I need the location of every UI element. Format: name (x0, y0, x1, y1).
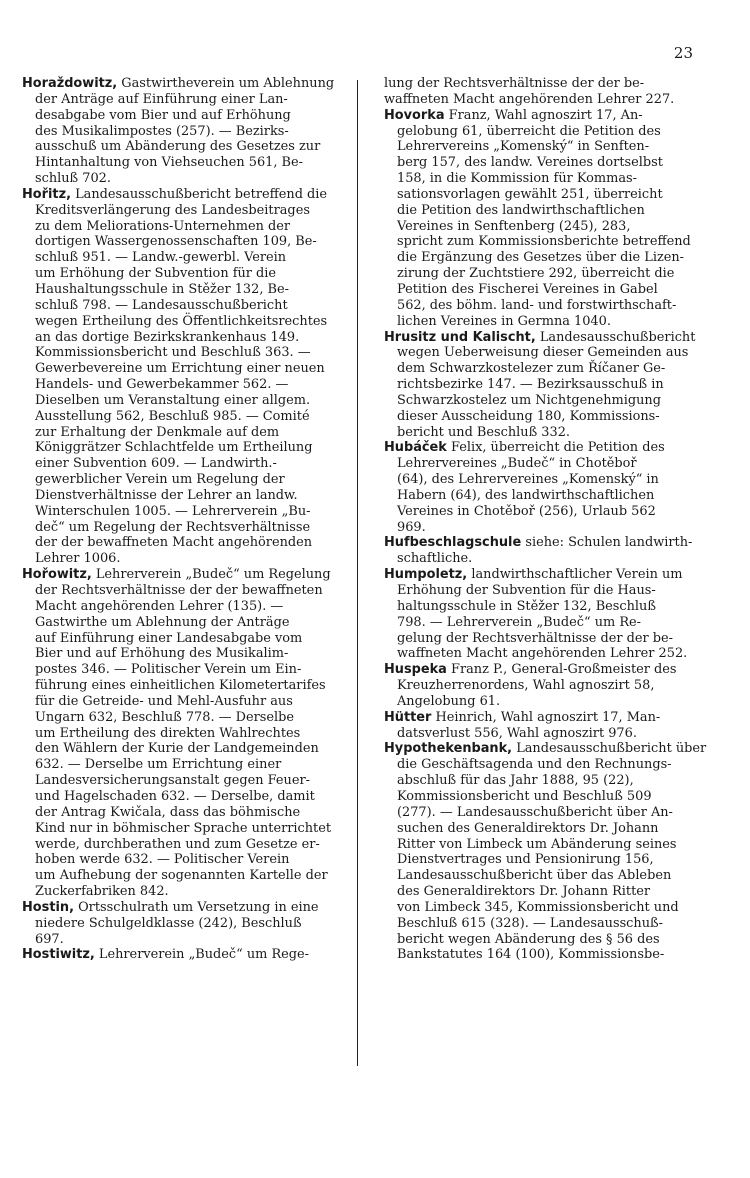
index-entry-line (22, 646, 352, 662)
index-entry-text: Vereines in Chotěboř (256), Urlaub 562 (397, 503, 656, 519)
index-entry-line (384, 916, 714, 932)
index-entry-text: um Erhöhung der Subvention für die (35, 266, 277, 282)
index-entry-text: die Ergänzung des Gesetzes über die Lizen- (397, 250, 685, 266)
index-entry-line (384, 393, 714, 409)
index-entry-line (384, 234, 714, 250)
index-entry-line (22, 583, 352, 599)
index-term: Hostin, (22, 899, 74, 915)
index-entry-line (22, 535, 352, 551)
index-entry-text: landwirthschaftlicher Verein um (471, 567, 683, 583)
index-entry-line (384, 440, 714, 456)
index-term: Hořitz, (22, 186, 71, 202)
index-term: Hovorka (384, 107, 445, 123)
index-entry-line (22, 377, 352, 393)
index-entry-text: suchen des Generaldirektors Dr. Johann (397, 820, 659, 836)
index-entry-text: postes 346. — Politischer Verein um Ein- (35, 662, 302, 678)
index-entry-line (22, 298, 352, 314)
index-entry-text: der Rechtsverhältnisse der der bewaffneten (35, 583, 323, 598)
index-entry-text: Vereines in Senftenberg (245), 283, (397, 218, 631, 234)
index-entry-line (22, 757, 352, 773)
index-entry-text: richtsbezirke 147. — Bezirksausschuß in (397, 377, 664, 393)
index-entry-line (22, 282, 352, 298)
index-entry-line (22, 773, 352, 789)
index-entry-text: Handels- und Gewerbekammer 562. — (35, 377, 289, 393)
index-entry-text: um Ertheilung des direkten Wahlrechtes (35, 725, 301, 741)
index-entry-line (384, 741, 714, 757)
index-entry-line (22, 139, 352, 155)
index-entry-line (384, 947, 714, 963)
index-term: Humpoletz, (384, 567, 468, 583)
index-entry-text: Bankstatutes 164 (100), Kommissionsbe- (397, 947, 665, 963)
index-entry-line (384, 314, 714, 330)
index-entry-text: werde, durchberathen und zum Gesetze er- (35, 836, 320, 852)
index-entry-line (384, 266, 714, 282)
index-entry-text: siehe: Schulen landwirth- (525, 535, 693, 551)
index-entry-line (384, 868, 714, 884)
index-entry-line (384, 456, 714, 472)
index-entry-line (384, 773, 714, 789)
index-entry-line (22, 108, 352, 124)
index-entry-text: Kind nur in böhmischer Sprache unterrichtet (35, 820, 332, 836)
index-entry-line (22, 631, 352, 647)
index-entry-line (22, 852, 352, 868)
index-entry-text: der Antrag Kwičala, dass das böhmische (35, 804, 301, 820)
index-entry-text: Macht angehörenden Lehrer (135). — (35, 598, 284, 614)
index-entry-line (22, 456, 352, 472)
index-entry-line (384, 282, 714, 298)
index-entry-text: die Petition des landwirthschaftlichen (397, 202, 645, 218)
index-entry (384, 535, 714, 567)
index-entry-text: lichen Vereines in Germna 1040. (397, 313, 611, 329)
page-number: 23 (673, 44, 693, 62)
index-entry-line (384, 155, 714, 171)
index-entry-text: Landesausschußbericht (539, 329, 696, 345)
index-entry-text: an das dortige Bezirkskrankenhaus 149. (35, 329, 300, 345)
index-entry-line (384, 710, 714, 726)
index-entry-line (384, 551, 714, 567)
index-entry-text: gewerblicher Verein um Regelung der (35, 472, 285, 488)
index-entry-text: Kommissionsbericht und Beschluß 509 (397, 788, 652, 804)
index-entry-text: Zuckerfabriken 842. (35, 884, 169, 900)
index-column-left (22, 76, 352, 963)
index-entry-line (22, 837, 352, 853)
index-entry-text: Dieselben um Veranstaltung einer allgem. (35, 392, 311, 408)
index-entry-line (384, 726, 714, 742)
index-entry (384, 76, 714, 108)
index-entry-text: Franz, Wahl agnoszirt 17, An- (448, 107, 643, 123)
index-entry-line (22, 551, 352, 567)
index-entry-line (384, 92, 714, 108)
index-entry-text: bericht und Beschluß 332. (397, 424, 570, 440)
index-entry (384, 330, 714, 441)
index-entry-text: Lehrervereines „Budeč“ in Chotěboř (397, 456, 637, 472)
index-entry-text: auf Einführung einer Landesabgabe vom (35, 630, 303, 646)
index-entry-line (22, 916, 352, 932)
index-entry-text: zur Erhaltung der Denkmale auf dem (35, 424, 280, 440)
index-entry-text: Felix, überreicht die Petition des (450, 440, 665, 456)
index-entry-line (22, 92, 352, 108)
index-entry-line (384, 757, 714, 773)
index-entry-line (384, 837, 714, 853)
index-entry-text: niedere Schulgeldklasse (242), Beschluß (35, 915, 302, 931)
index-entry-line (384, 361, 714, 377)
index-entry-line (22, 520, 352, 536)
index-entry-line (22, 900, 352, 916)
index-entry-line (384, 139, 714, 155)
index-entry-text: zu dem Meliorations-Unternehmen der (35, 218, 291, 234)
index-entry-text: Angelobung 61. (397, 693, 501, 709)
index-entry-text: waffneten Macht angehörenden Lehrer 227. (384, 91, 675, 107)
index-entry-text: Gewerbevereine um Errichtung einer neuen (35, 361, 325, 377)
index-entry-text: dieser Ausscheidung 180, Kommissions- (397, 408, 660, 424)
index-entry-text: Kommissionsbericht und Beschluß 363. — (35, 345, 311, 361)
index-entry-text: (64), des Lehrervereines „Komenský“ in (397, 472, 659, 488)
index-entry-text: einer Subvention 609. — Landwirth.- (35, 456, 277, 472)
index-entry (384, 440, 714, 535)
index-term: Hrusitz und Kalischt, (384, 329, 536, 345)
index-entry-text: Schwarzkostelez um Nichtgenehmigung (397, 392, 661, 408)
index-entry-text: des Musikalimpostes (257). — Bezirks- (35, 123, 289, 139)
index-entry-text: um Aufhebung der sogenannten Kartelle der (35, 868, 328, 884)
index-entry-line (384, 171, 714, 187)
index-entry-line (22, 425, 352, 441)
index-entry-text: Petition des Fischerei Vereines in Gabel (397, 281, 658, 297)
index-entry-line (384, 330, 714, 346)
index-entry (384, 710, 714, 742)
index-entry-line (22, 440, 352, 456)
index-entry-line (22, 599, 352, 615)
index-entry (384, 108, 714, 330)
index-entry-line (384, 535, 714, 551)
index-column-right (384, 76, 714, 963)
index-entry-line (384, 298, 714, 314)
index-entry-text: schaftliche. (397, 551, 473, 567)
index-entry (22, 76, 352, 187)
index-entry-line (384, 900, 714, 916)
index-entry-text: von Limbeck 345, Kommissionsbericht und (397, 899, 679, 915)
index-entry-line (22, 409, 352, 425)
index-entry-text: wegen Ertheilung des Öffentlichkeitsrechtes (35, 313, 328, 329)
index-entry-text: wegen Ueberweisung dieser Gemeinden aus (397, 345, 689, 361)
index-entry-text: des Generaldirektors Dr. Johann Ritter (397, 884, 651, 900)
index-entry-text: haltungsschule in Stěžer 132, Beschluß (397, 598, 656, 614)
index-entry-line (384, 805, 714, 821)
index-entry-text: den Wählern der Kurie der Landgemeinden (35, 741, 319, 757)
index-entry-text: Beschluß 615 (328). — Landesausschuß- (397, 915, 663, 931)
index-entry-text: dortigen Wassergenossenschaften 109, Be- (35, 234, 317, 250)
index-entry-text: Dienstvertrages und Pensionirung 156, (397, 852, 654, 868)
index-entry-line (384, 932, 714, 948)
index-entry-line (22, 76, 352, 92)
index-entry-text: Erhöhung der Subvention für die Haus- (397, 583, 656, 598)
index-entry-text: Gastwirthe um Ablehnung der Anträge (35, 614, 290, 630)
index-entry-text: Kreuzherrenordens, Wahl agnoszirt 58, (397, 678, 655, 694)
index-entry (22, 947, 352, 963)
index-entry-text: 697. (35, 931, 64, 947)
index-entry-line (384, 472, 714, 488)
index-entry-line (22, 868, 352, 884)
index-term: Hubáček (384, 440, 447, 456)
index-entry-text: Franz P., General-Großmeister des (451, 662, 677, 678)
index-entry-text: führung eines einheitlichen Kilometertarifes (35, 678, 326, 694)
index-entry-text: deč“ um Regelung der Rechtsverhältnisse (35, 519, 311, 535)
index-entry-line (384, 694, 714, 710)
index-entry-line (22, 678, 352, 694)
index-entry-line (384, 504, 714, 520)
index-entry (384, 741, 714, 963)
index-entry-line (22, 155, 352, 171)
index-entry-text: datsverlust 556, Wahl agnoszirt 976. (397, 725, 637, 741)
index-entry-text: Heinrich, Wahl agnoszirt 17, Man- (435, 709, 661, 725)
index-entry-line (22, 741, 352, 757)
index-entry-text: Landesausschußbericht über das Ableben (397, 868, 672, 884)
index-entry-line (384, 488, 714, 504)
index-entry-text: Ausstellung 562, Beschluß 985. — Comité (35, 408, 310, 424)
index-entry-text: ausschuß um Abänderung des Gesetzes zur (35, 139, 321, 155)
index-entry-line (22, 266, 352, 282)
index-entry-line (384, 409, 714, 425)
index-entry-text: Bier und auf Erhöhung des Musikalim- (35, 646, 289, 662)
index-entry-text: 562, des böhm. land- und forstwirthschaft- (397, 297, 677, 313)
index-entry-line (384, 345, 714, 361)
index-entry-line (384, 852, 714, 868)
index-entry-line (22, 884, 352, 900)
index-entry-text: Lehrervereins „Komenský“ in Senften- (397, 139, 650, 155)
index-term: Hypothekenbank, (384, 741, 513, 757)
index-entry-text: sationsvorlagen gewählt 251, überreicht (397, 186, 663, 202)
index-entry-text: Landesausschußbericht betreffend die (75, 186, 328, 202)
index-entry-text: für die Getreide- und Mehl-Ausfuhr aus (35, 693, 293, 709)
index-entry-text: Königgrätzer Schlachtfelde um Ertheilung (35, 440, 313, 456)
index-entry-line (22, 821, 352, 837)
index-entry-line (384, 821, 714, 837)
index-entry-text: 969. (397, 519, 426, 535)
index-entry-line (22, 250, 352, 266)
index-entry-text: Landesversicherungsanstalt gegen Feuer- (35, 773, 310, 789)
index-entry-line (22, 314, 352, 330)
index-entry-line (22, 726, 352, 742)
index-entry-line (22, 947, 352, 963)
index-entry-line (384, 203, 714, 219)
index-entry-line (384, 678, 714, 694)
index-entry-line (384, 631, 714, 647)
index-entry-text: hoben werde 632. — Politischer Verein (35, 852, 290, 868)
index-entry-text: und Hagelschaden 632. — Derselbe, damit (35, 788, 315, 804)
index-entry-line (22, 124, 352, 140)
index-entry (22, 187, 352, 567)
index-entry-text: bericht wegen Abänderung des § 56 des (397, 931, 660, 947)
index-entry-text: zirung der Zuchtstiere 292, überreicht die (397, 266, 675, 282)
index-entry-text: Landesausschußbericht über (516, 741, 707, 757)
index-entry-line (22, 171, 352, 187)
index-entry-text: der der bewaffneten Macht angehörenden (35, 535, 313, 551)
index-term: Hostiwitz, (22, 947, 95, 963)
index-entry-line (22, 662, 352, 678)
index-entry-text: berg 157, des landw. Vereines dortselbst (397, 155, 663, 171)
index-entry-line (384, 599, 714, 615)
index-entry-line (384, 377, 714, 393)
index-entry-text: Kreditsverlängerung des Landesbeitrages (35, 202, 310, 218)
index-entry-line (384, 662, 714, 678)
index-entry-line (384, 124, 714, 140)
index-entry-line (384, 76, 714, 92)
index-entry-text: Ungarn 632, Beschluß 778. — Derselbe (35, 709, 294, 725)
index-entry-line (22, 932, 352, 948)
index-entry-text: desabgabe vom Bier und auf Erhöhung (35, 107, 291, 123)
index-entry-text: waffneten Macht angehörenden Lehrer 252. (397, 646, 688, 662)
index-entry-line (384, 646, 714, 662)
index-entry-text: Habern (64), des landwirthschaftlichen (397, 487, 655, 503)
index-entry-line (384, 250, 714, 266)
index-entry-line (384, 884, 714, 900)
index-entry-line (22, 567, 352, 583)
index-entry-line (384, 108, 714, 124)
index-entry-text: Dienstverhältnisse der Lehrer an landw. (35, 487, 298, 503)
index-entry-text: die Geschäftsagenda und den Rechnungs- (397, 757, 672, 773)
index-entry-line (22, 203, 352, 219)
index-entry-text: 632. — Derselbe um Errichtung einer (35, 757, 282, 773)
index-entry-text: spricht zum Kommissionsberichte betreffend (397, 234, 691, 250)
index-entry-text: (277). — Landesausschußbericht über An- (397, 804, 673, 820)
index-entry-line (22, 219, 352, 235)
index-entry-text: 158, in die Kommission für Kommas- (397, 171, 638, 187)
index-entry-text: Lehrerverein „Budeč“ um Regelung (95, 567, 331, 583)
index-entry (384, 567, 714, 662)
index-entry-text: Lehrerverein „Budeč“ um Rege- (98, 947, 310, 963)
index-entry-line (384, 583, 714, 599)
index-term: Hütter (384, 709, 432, 725)
index-entry-line (22, 805, 352, 821)
index-entry-text: abschluß für das Jahr 1888, 95 (22), (397, 773, 634, 789)
index-entry-text: schluß 702. (35, 171, 111, 187)
index-entry (384, 662, 714, 710)
index-entry-line (384, 187, 714, 203)
index-entry-line (22, 361, 352, 377)
index-entry-line (22, 710, 352, 726)
index-entry-line (384, 567, 714, 583)
index-term: Huspeka (384, 662, 447, 678)
index-entry-text: Lehrer 1006. (35, 551, 121, 567)
index-entry-line (22, 694, 352, 710)
index-entry-line (384, 219, 714, 235)
index-entry-line (22, 345, 352, 361)
index-term: Hořowitz, (22, 567, 92, 583)
index-entry-text: lung der Rechtsverhältnisse der der be- (384, 76, 645, 91)
index-entry-line (384, 425, 714, 441)
index-entry-line (22, 187, 352, 203)
index-entry-line (384, 789, 714, 805)
index-entry-text: schluß 798. — Landesausschußbericht (35, 297, 288, 313)
index-entry-line (22, 789, 352, 805)
index-entry-text: Gastwirtheverein um Ablehnung (121, 76, 335, 91)
index-term: Horaždowitz, (22, 76, 118, 91)
index-entry-line (22, 393, 352, 409)
index-entry-text: 798. — Lehrerverein „Budeč“ um Re- (397, 614, 642, 630)
index-entry-text: Hintanhaltung von Viehseuchen 561, Be- (35, 155, 304, 171)
index-entry-text: gelobung 61, überreicht die Petition des (397, 123, 661, 139)
index-entry-text: schluß 951. — Landw.-gewerbl. Verein (35, 250, 287, 266)
index-entry-text: Winterschulen 1005. — Lehrerverein „Bu- (35, 503, 311, 519)
index-entry-text: dem Schwarzkostelezer zum Říčaner Ge- (397, 361, 666, 377)
index-entry-line (22, 488, 352, 504)
index-entry-text: gelung der Rechtsverhältnisse der der be- (397, 630, 674, 646)
index-entry-text: Ortsschulrath um Versetzung in eine (78, 899, 319, 915)
index-entry-line (384, 615, 714, 631)
index-entry (22, 900, 352, 948)
index-entry-line (22, 472, 352, 488)
index-entry-text: Haushaltungsschule in Stěžer 132, Be- (35, 281, 289, 297)
index-entry-line (22, 615, 352, 631)
index-entry-line (384, 520, 714, 536)
index-entry-line (22, 234, 352, 250)
index-entry-line (22, 504, 352, 520)
index-term: Hufbeschlagschule (384, 535, 522, 551)
index-entry-text: der Anträge auf Einführung einer Lan- (35, 91, 288, 107)
index-entry (22, 567, 352, 900)
column-divider (357, 80, 358, 1066)
index-entry-line (22, 330, 352, 346)
index-entry-text: Ritter von Limbeck um Abänderung seines (397, 836, 677, 852)
